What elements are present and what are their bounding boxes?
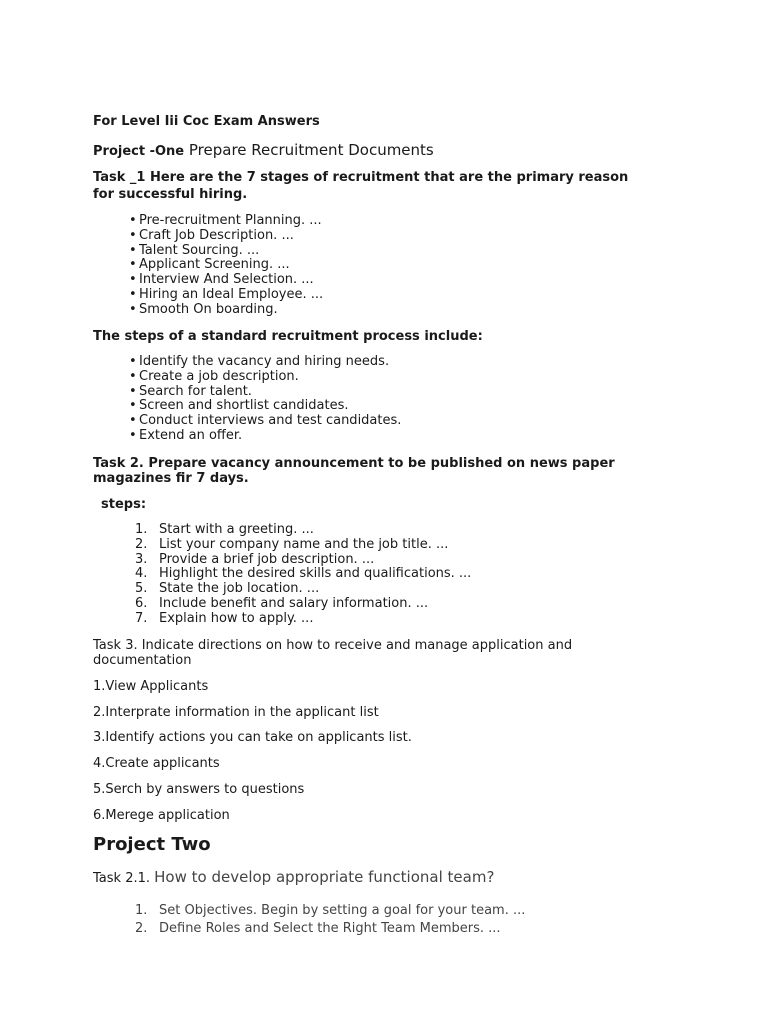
process-steps-list xyxy=(129,355,401,444)
list-item: 5. State the job location. ... xyxy=(135,581,320,597)
task3-item: 5.Serch by answers to questions xyxy=(93,782,305,797)
task1-heading-line1: Task _1 Here are the 7 stages of recruitment that are the primary reason xyxy=(93,170,629,185)
list-item: • Create a job description. xyxy=(129,370,401,385)
task3-heading-line2: documentation xyxy=(93,653,192,668)
list-item: • Screen and shortlist candidates. xyxy=(129,399,401,414)
list-item: 3. Provide a brief job description. ... xyxy=(135,551,375,567)
list-item: 2. List your company name and the job title. ... xyxy=(135,536,449,552)
project-one-title: Prepare Recruitment Documents xyxy=(184,141,434,159)
task2-heading-line2: magazines fir 7 days. xyxy=(93,471,249,486)
document-heading: For Level Iii Coc Exam Answers xyxy=(93,114,320,129)
task21-title: How to develop appropriate functional team? xyxy=(154,868,495,886)
list-item: 4. Highlight the desired skills and qualifications. ... xyxy=(135,566,472,582)
list-item: • Applicant Screening. ... xyxy=(129,258,323,273)
task21-heading xyxy=(93,867,494,886)
task3-item: 2.Interprate information in the applicant list xyxy=(93,705,379,720)
announcement-steps-list xyxy=(135,523,471,627)
list-item: 2. Define Roles and Select the Right Team Members. ... xyxy=(135,921,501,936)
project-one-prefix: Project -One xyxy=(93,144,185,159)
team-steps-list xyxy=(135,902,525,938)
list-item: • Extend an offer. xyxy=(129,429,401,444)
task1-heading-line2: for successful hiring. xyxy=(93,187,248,202)
steps-label: steps: xyxy=(101,497,147,512)
list-item: • Craft Job Description. ... xyxy=(129,229,323,244)
task2-heading-line1: Task 2. Prepare vacancy announcement to be published on news paper xyxy=(93,456,615,471)
list-item: • Interview And Selection. ... xyxy=(129,273,323,288)
list-item: • Identify the vacancy and hiring needs. xyxy=(129,355,401,370)
list-item: • Conduct interviews and test candidates. xyxy=(129,414,401,429)
project-two-heading: Project Two xyxy=(93,834,211,855)
list-item: 1. Start with a greeting. ... xyxy=(135,522,314,537)
list-item: 1. Set Objectives. Begin by setting a goal for your team. ... xyxy=(135,903,526,918)
task21-prefix: Task 2.1. xyxy=(93,871,155,886)
list-item: • Talent Sourcing. ... xyxy=(129,244,323,259)
list-item: • Hiring an Ideal Employee. ... xyxy=(129,288,323,303)
task3-item: 6.Merege application xyxy=(93,808,230,823)
list-item: • Search for talent. xyxy=(129,385,401,400)
project-one-heading xyxy=(93,140,434,159)
list-item: • Pre-recruitment Planning. ... xyxy=(129,214,323,229)
recruitment-stages-list xyxy=(129,214,323,318)
list-item: 7. Explain how to apply. ... xyxy=(135,610,314,626)
task3-heading-line1: Task 3. Indicate directions on how to receive and manage application and xyxy=(93,638,573,653)
task3-item: 1.View Applicants xyxy=(93,679,209,694)
list-item: 6. Include benefit and salary information. ... xyxy=(135,595,429,611)
process-steps-heading: The steps of a standard recruitment process include: xyxy=(93,329,483,344)
list-item: • Smooth On boarding. xyxy=(129,303,323,318)
task3-item: 4.Create applicants xyxy=(93,756,220,771)
task3-item: 3.Identify actions you can take on applicants list. xyxy=(93,730,412,745)
